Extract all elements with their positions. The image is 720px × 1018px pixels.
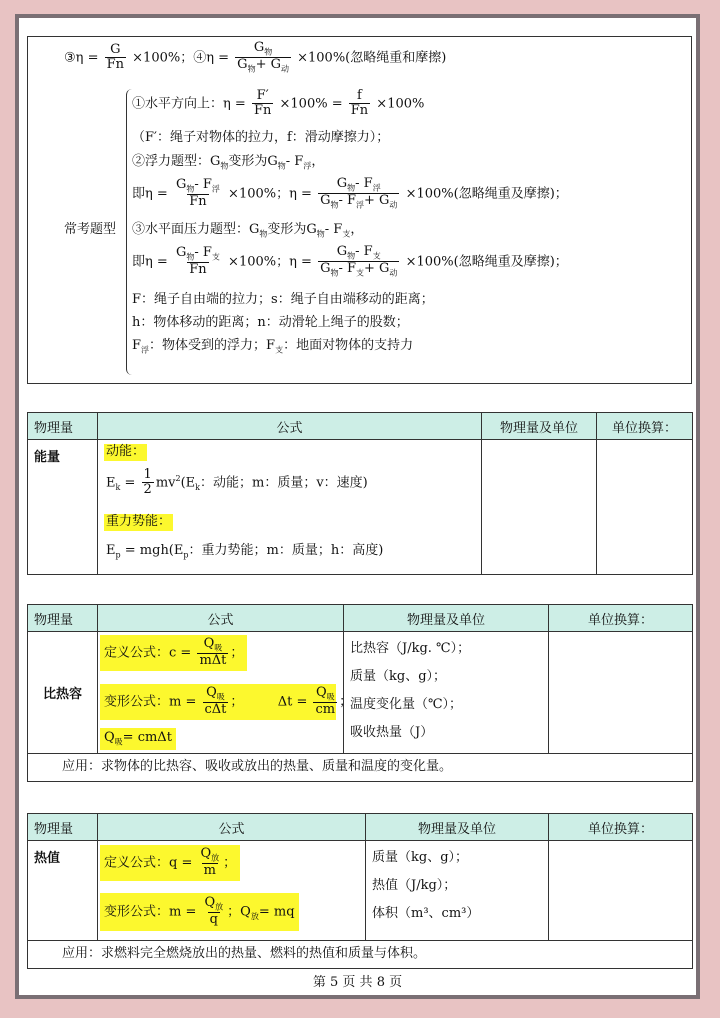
efficiency-line-3-4: ③η = $\frac{G}{Fn}$ ×100%；④η = $\frac{G_物}{G_物+ G_动}$ ×100%(忽略绳重和摩擦) — [64, 40, 447, 74]
buoyancy-formula: 即η = $\frac{G_物- F_浮}{Fn}$ ×100%；η = $\frac{G_物- F_浮}{G_物- F_浮+ G_动}$ ×100%(忽略绳重及摩擦)； — [132, 176, 568, 210]
heat-formula: $Q_吸= cm\Delta t$ — [100, 728, 176, 750]
header-formula: 公式 — [98, 605, 344, 632]
definition-formula: 定义公式：c = $\frac{Q_吸}{\text{mΔt}}$ ； — [100, 635, 247, 671]
efficiency-formula-box — [27, 36, 692, 384]
common-problem-label: 常考题型 — [64, 222, 117, 237]
header-formula: 公式 — [98, 413, 482, 440]
quantity-name: 比热容 — [42, 687, 82, 702]
header-formula: 公式 — [98, 814, 366, 841]
header-units: 物理量及单位 — [482, 413, 597, 440]
symbol-note-1: F：绳子自由端的拉力；s：绳子自由端移动的距离； — [132, 292, 434, 307]
document-page — [15, 14, 700, 999]
potential-energy-label: 重力势能： — [106, 514, 172, 529]
symbol-note-3: $F_浮$：物体受到的浮力；$F_支$：地面对物体的支持力 — [132, 338, 414, 355]
application-note: 应用：求燃料完全燃烧放出的热量、燃料的热值和质量与体积。 — [28, 941, 693, 969]
header-conversion: 单位换算： — [549, 814, 693, 841]
header-quantity: 物理量 — [28, 814, 98, 841]
header-units: 物理量及单位 — [344, 605, 549, 632]
unit-temperature: 温度变化量（℃）； — [350, 697, 463, 712]
header-quantity: 物理量 — [28, 605, 98, 632]
definition-formula: 定义公式：q = $\frac{Q_放}{m}$ ； — [100, 845, 240, 881]
derived-formula: 变形公式：m = $\frac{Q_放}{q}$ ；$Q_放=$ mq — [100, 893, 299, 931]
header-quantity: 物理量 — [28, 413, 98, 440]
symbol-note-2: h：物体移动的距离；n：动滑轮上绳子的股数； — [132, 315, 409, 330]
quantity-name: 热值 — [34, 851, 61, 866]
kinetic-energy-formula: $E_k$ = $\frac{1}{2}$ $mv^2(E_k$：动能；m：质量；v：速度) — [106, 467, 368, 498]
unit-heat: 吸收热量（J） — [350, 725, 434, 740]
energy-table — [27, 412, 693, 575]
derived-formula: 变形公式：m = $\frac{Q_吸}{\text{cΔt}}$ ； Δt = $\frac{Q_吸}{cm}$ ； — [100, 684, 336, 720]
unit-volume: 体积（m³、cm³） — [372, 906, 480, 921]
pressure-formula: 即η = $\frac{G_物- F_支}{Fn}$ ×100%；η = $\frac{G_物- F_支}{G_物- F_支+ G_动}$ ×100%(忽略绳重及摩擦)； — [132, 244, 568, 278]
quantity-name: 能量 — [34, 450, 61, 465]
pressure-case: ③水平面压力题型：$G_物$变形为$G_物-$ $F_支$， — [132, 222, 364, 239]
buoyancy-case: ②浮力题型：$G_物$变形为$G_物-$ $F_浮$， — [132, 154, 325, 171]
header-units: 物理量及单位 — [366, 814, 549, 841]
unit-specific-heat: 比热容（J/kg. ℃）； — [350, 641, 471, 656]
horizontal-case: ①水平方向上：η = $\frac{F'}{Fn}$ ×100% = $\frac{f}{Fn}$ ×100% — [132, 88, 425, 119]
unit-heat-value: 热值（J/kg）； — [372, 878, 457, 893]
horizontal-note: （F′：绳子对物体的拉力，f：滑动摩擦力）； — [132, 130, 390, 145]
kinetic-energy-label: 动能： — [106, 444, 146, 459]
page-number: 第 5 页 共 8 页 — [312, 975, 403, 990]
heat-value-table — [27, 813, 693, 969]
header-conversion: 单位换算： — [549, 605, 693, 632]
potential-energy-formula: $E_p = mgh(E_p$：重力势能；m：质量；h：高度) — [106, 543, 384, 560]
header-conversion: 单位换算： — [597, 413, 693, 440]
unit-mass: 质量（kg、g）； — [350, 669, 447, 684]
specific-heat-table — [27, 604, 693, 782]
application-note: 应用：求物体的比热容、吸收或放出的热量、质量和温度的变化量。 — [28, 754, 693, 782]
unit-mass: 质量（kg、g）； — [372, 850, 469, 865]
